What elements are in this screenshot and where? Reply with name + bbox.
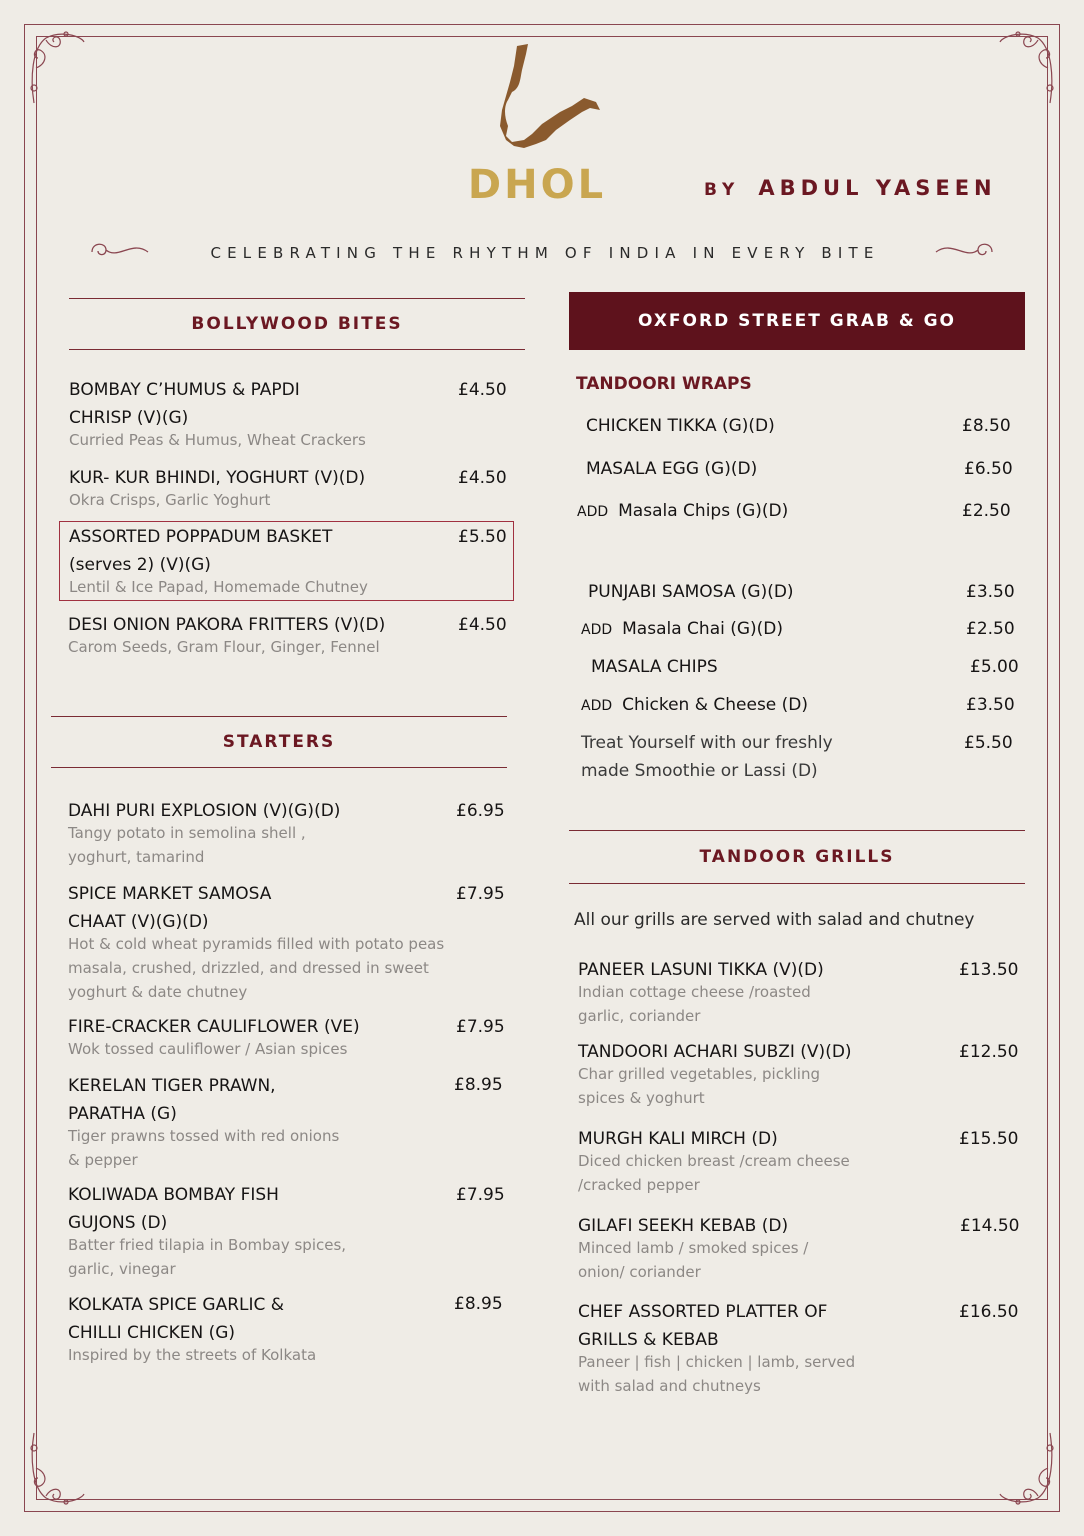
menu-item-treat: Treat Yourself with our freshly made Smoothie or Lassi (D) [581,733,833,781]
corner-ornament-icon [998,28,1058,108]
item-price: £4.50 [458,468,507,488]
section-header-tandoor-grills: TANDOOR GRILLS [569,830,1025,884]
item-price: £4.50 [458,380,507,400]
item-price: £4.50 [458,615,507,635]
menu-item: DAHI PURI EXPLOSION (V)(G)(D) Tangy potato in semolina shell , yoghurt, tamarind [68,801,341,866]
menu-item: SPICE MARKET SAMOSA CHAAT (V)(G)(D) Hot & cold wheat pyramids filled with potato peas masala, crushed, drizzled, and dressed in sweet yoghurt & date chutney [68,884,445,1001]
item-price: £6.50 [964,459,1013,479]
section-banner-grab-and-go: OXFORD STREET GRAB & GO [569,292,1025,350]
item-price: £16.50 [959,1302,1019,1322]
item-price: £7.95 [456,1185,505,1205]
menu-item: KOLIWADA BOMBAY FISH GUJONS (D) Batter fried tilapia in Bombay spices, garlic, vinegar [68,1185,347,1278]
subsection-title-tandoori-wraps: TANDOORI WRAPS [576,374,752,394]
item-price: £5.50 [964,733,1013,753]
item-price: £14.50 [960,1216,1020,1236]
menu-item: MASALA EGG (G)(D) [586,459,758,479]
menu-item: BOMBAY C’HUMUS & PAPDI CHRISP (V)(G) Curried Peas & Humus, Wheat Crackers [69,380,366,449]
item-price: £6.95 [456,801,505,821]
menu-item: CHEF ASSORTED PLATTER OF GRILLS & KEBAB Paneer | fish | chicken | lamb, served with salad and chutneys [578,1302,856,1395]
item-price: £3.50 [966,582,1015,602]
tagline: CELEBRATING THE RHYTHM OF INDIA IN EVERY BITE [210,244,880,262]
menu-item: TANDOORI ACHARI SUBZI (V)(D) Char grilled vegetables, pickling spices & yoghurt [578,1042,852,1107]
menu-item: ADD Chicken & Cheese (D) [581,695,809,715]
item-price: £7.95 [456,1017,505,1037]
section-header-starters: STARTERS [51,716,507,768]
chef-name: ABDUL YASEEN [758,176,997,200]
menu-item: FIRE-CRACKER CAULIFLOWER (VE) Wok tossed cauliflower / Asian spices [68,1017,360,1058]
menu-item: KUR- KUR BHINDI, YOGHURT (V)(D) Okra Crisps, Garlic Yoghurt [69,468,366,509]
menu-item: KOLKATA SPICE GARLIC & CHILLI CHICKEN (G) Inspired by the streets of Kolkata [68,1295,317,1364]
add-on-tag: ADD [581,622,613,638]
menu-item: GILAFI SEEKH KEBAB (D) Minced lamb / smoked spices / onion/ coriander [578,1216,809,1281]
item-price: £2.50 [962,501,1011,521]
item-price: £13.50 [959,960,1019,980]
item-price: £8.95 [454,1294,503,1314]
menu-item: MURGH KALI MIRCH (D) Diced chicken breast /cream cheese /cracked pepper [578,1129,850,1194]
item-price: £15.50 [959,1129,1019,1149]
menu-item: ASSORTED POPPADUM BASKET (serves 2) (V)(G) Lentil & Ice Papad, Homemade Chutney [69,527,368,596]
byline [704,176,997,200]
menu-item: ADD Masala Chips (G)(D) [577,501,789,521]
byline-by: BY [704,180,741,200]
swirl-ornament-icon [932,236,996,268]
item-price: £2.50 [966,619,1015,639]
item-price: £5.50 [458,527,507,547]
corner-ornament-icon [26,28,86,108]
dhol-logo [462,40,612,210]
menu-item: ADD Masala Chai (G)(D) [581,619,784,639]
item-price: £7.95 [456,884,505,904]
item-price: £8.50 [962,416,1011,436]
item-price: £5.00 [970,657,1019,677]
corner-ornament-icon [26,1428,86,1508]
menu-item: MASALA CHIPS [591,657,718,677]
menu-item: CHICKEN TIKKA (G)(D) [586,416,775,436]
swirl-ornament-icon [88,236,152,268]
menu-item: PUNJABI SAMOSA (G)(D) [588,582,794,602]
menu-item: KERELAN TIGER PRAWN, PARATHA (G) Tiger prawns tossed with red onions & pepper [68,1076,340,1169]
item-price: £8.95 [454,1075,503,1095]
menu-item: PANEER LASUNI TIKKA (V)(D) Indian cottage cheese /roasted garlic, coriander [578,960,824,1025]
corner-ornament-icon [998,1428,1058,1508]
item-price: £3.50 [966,695,1015,715]
add-on-tag: ADD [577,504,609,520]
menu-item: DESI ONION PAKORA FRITTERS (V)(D) Carom Seeds, Gram Flour, Ginger, Fennel [68,615,386,656]
section-header-bollywood-bites: BOLLYWOOD BITES [69,298,525,350]
logo-wordmark: DHOL [467,162,607,208]
item-price: £12.50 [959,1042,1019,1062]
add-on-tag: ADD [581,698,613,714]
grills-note: All our grills are served with salad and chutney [574,910,975,930]
